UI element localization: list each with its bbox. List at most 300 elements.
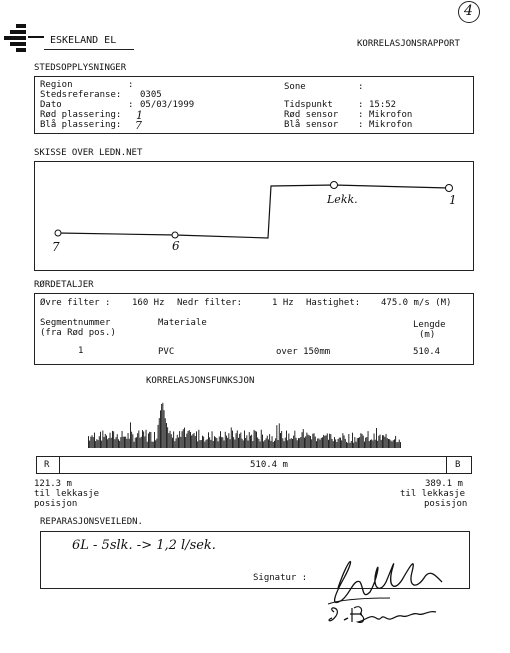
waveform-spike <box>314 433 315 448</box>
waveform-spike <box>378 436 379 448</box>
waveform-spike <box>296 438 297 448</box>
waveform-spike <box>348 434 349 448</box>
waveform-spike <box>219 437 220 449</box>
waveform-spike <box>230 439 231 448</box>
waveform-spike <box>239 434 240 448</box>
waveform-spike <box>90 437 91 448</box>
waveform-spike <box>300 437 301 448</box>
waveform-spike <box>334 437 335 448</box>
blue-sensor-colon: : <box>358 120 364 130</box>
waveform-spike <box>364 442 365 448</box>
waveform-spike <box>327 433 328 448</box>
waveform-spike <box>152 442 153 448</box>
waveform-spike <box>231 428 232 449</box>
waveform-spike <box>369 441 370 448</box>
waveform-spike <box>95 441 96 448</box>
waveform-spike <box>166 423 167 448</box>
waveform-spike <box>365 438 366 448</box>
waveform-spike <box>147 442 148 448</box>
waveform-spike <box>123 437 124 448</box>
red-sensor-label: Rød sensor <box>284 110 339 120</box>
waveform-spike <box>132 434 133 448</box>
date-value: 05/03/1999 <box>140 100 195 110</box>
waveform-spike <box>214 436 215 448</box>
waveform-spike <box>196 431 197 448</box>
node-6 <box>172 232 178 238</box>
waveform-spike <box>203 437 204 448</box>
waveform-spike <box>208 432 209 448</box>
zone-colon: : <box>358 82 364 92</box>
red-sensor-colon: : <box>358 110 364 120</box>
node-1 <box>446 185 453 192</box>
correlation-waveform <box>88 396 408 456</box>
waveform-spike <box>266 438 267 448</box>
red-sensor-value: Mikrofon <box>369 110 413 120</box>
sketch-title: SKISSE OVER LEDN.NET <box>34 148 143 158</box>
waveform-spike <box>167 427 168 448</box>
waveform-spike <box>112 431 113 448</box>
waveform-spike <box>101 441 102 448</box>
waveform-spike <box>260 441 261 448</box>
speed-value: 475.0 m/s (M) <box>381 298 452 308</box>
waveform-spike <box>92 435 93 448</box>
waveform-spike <box>131 432 132 448</box>
waveform-spike <box>177 435 178 448</box>
row-length: 510.4 <box>413 347 441 357</box>
waveform-spike <box>329 434 330 448</box>
right-caption-2: posisjon <box>424 499 468 509</box>
waveform-spike <box>358 438 359 448</box>
waveform-spike <box>368 431 369 448</box>
waveform-spike <box>120 437 121 448</box>
waveform-spike <box>317 439 318 448</box>
waveform-spike <box>388 439 389 448</box>
waveform-spike <box>220 431 221 448</box>
waveform-spike <box>137 433 138 448</box>
waveform-spike <box>226 436 227 448</box>
waveform-spike <box>98 440 99 448</box>
waveform-spike <box>236 433 237 448</box>
waveform-spike <box>116 437 117 448</box>
waveform-spike <box>160 410 161 448</box>
waveform-spike <box>377 441 378 448</box>
waveform-spike <box>218 441 219 448</box>
waveform-spike <box>164 410 165 448</box>
waveform-spike <box>144 436 145 448</box>
waveform-spike <box>227 438 228 448</box>
waveform-spike <box>370 440 371 448</box>
waveform-spike <box>213 441 214 448</box>
waveform-spike <box>303 429 304 448</box>
waveform-spike <box>392 441 393 448</box>
waveform-spike <box>202 436 203 448</box>
waveform-spike <box>357 438 358 448</box>
right-distance: 389.1 m <box>425 479 463 489</box>
waveform-spike <box>240 433 241 449</box>
waveform-spike <box>129 439 130 448</box>
waveform-spike <box>362 434 363 448</box>
waveform-spike <box>154 432 155 448</box>
page-number: 4 <box>464 3 473 19</box>
waveform-spike <box>281 431 282 448</box>
waveform-spike <box>374 434 375 449</box>
waveform-spike <box>274 441 275 448</box>
waveform-spike <box>340 438 341 448</box>
waveform-spike <box>375 440 376 448</box>
waveform-spike <box>93 437 94 448</box>
report-title: KORRELASJONSRAPPORT <box>357 39 460 49</box>
time-colon: : <box>358 100 364 110</box>
pipe-details-title: RØRDETALJER <box>34 280 94 290</box>
waveform-spike <box>383 435 384 448</box>
waveform-spike <box>256 432 257 448</box>
time-label: Tidspunkt <box>284 100 333 110</box>
waveform-spike <box>285 438 286 448</box>
region-colon: : <box>128 80 134 90</box>
waveform-spike <box>237 430 238 448</box>
waveform-spike <box>89 441 90 448</box>
waveform-spike <box>336 442 337 448</box>
waveform-spike <box>293 436 294 448</box>
waveform-spike <box>384 437 385 448</box>
waveform-spike <box>398 442 399 448</box>
left-caption-2: posisjon <box>34 499 78 509</box>
waveform-spike <box>338 439 339 448</box>
waveform-spike <box>288 434 289 449</box>
waveform-spike <box>99 436 100 448</box>
waveform-spike <box>244 431 245 449</box>
waveform-spike <box>128 433 129 448</box>
waveform-spike <box>159 418 160 448</box>
waveform-spike <box>88 436 89 448</box>
waveform-spike <box>118 439 119 448</box>
waveform-spike <box>360 433 361 448</box>
waveform-spike <box>356 442 357 448</box>
red-marker: R <box>44 460 50 470</box>
waveform-spike <box>117 434 118 448</box>
waveform-spike <box>238 438 239 448</box>
waveform-spike <box>198 430 199 448</box>
waveform-spike <box>252 441 253 448</box>
waveform-spike <box>353 443 354 448</box>
col-segment-sub: (fra Rød pos.) <box>40 328 116 338</box>
lower-filter-label: Nedr filter: <box>177 298 243 308</box>
waveform-spike <box>108 438 109 448</box>
waveform-spike <box>389 439 390 448</box>
waveform-spike <box>130 422 131 448</box>
waveform-spike <box>232 431 233 448</box>
waveform-spike <box>162 403 163 448</box>
waveform-spike <box>400 442 401 448</box>
date-label: Dato <box>40 100 62 110</box>
waveform-spike <box>272 436 273 448</box>
waveform-spike <box>174 441 175 448</box>
waveform-spike <box>345 439 346 448</box>
waveform-spike <box>287 440 288 448</box>
waveform-spike <box>304 438 305 448</box>
waveform-spike <box>228 433 229 448</box>
waveform-spike <box>261 430 262 448</box>
waveform-spike <box>255 431 256 448</box>
waveform-spike <box>351 441 352 448</box>
date-colon: : <box>128 100 134 110</box>
waveform-spike <box>155 440 156 448</box>
waveform-spike <box>135 438 136 448</box>
waveform-spike <box>320 440 321 448</box>
waveform-spike <box>221 437 222 448</box>
waveform-spike <box>173 431 174 448</box>
waveform-spike <box>176 438 177 448</box>
waveform-spike <box>114 439 115 448</box>
waveform-spike <box>333 441 334 448</box>
waveform-spike <box>150 432 151 448</box>
blue-placement-label: Blå plassering: <box>40 120 122 130</box>
waveform-spike <box>148 434 149 449</box>
waveform-spike <box>324 436 325 448</box>
waveform-spike <box>339 438 340 448</box>
correlation-title: KORRELASJONSFUNKSJON <box>146 376 255 386</box>
waveform-spike <box>270 441 271 448</box>
waveform-spike <box>189 430 190 448</box>
waveform-spike <box>326 435 327 448</box>
waveform-spike <box>234 440 235 449</box>
waveform-spike <box>359 437 360 448</box>
waveform-spike <box>141 437 142 448</box>
waveform-spike <box>299 438 300 448</box>
waveform-spike <box>233 437 234 448</box>
waveform-spike <box>207 439 208 448</box>
pipe-line <box>58 185 449 238</box>
waveform-spike <box>111 438 112 448</box>
blue-placement-value: 7 <box>135 119 142 132</box>
waveform-spike <box>110 433 111 448</box>
waveform-spike <box>352 433 353 448</box>
waveform-spike <box>318 438 319 448</box>
waveform-spike <box>158 425 159 448</box>
waveform-spike <box>190 432 191 448</box>
region-label: Region <box>40 80 73 90</box>
waveform-spike <box>134 442 135 448</box>
label-node-1: 1 <box>449 193 457 207</box>
waveform-spike <box>387 438 388 448</box>
waveform-spike <box>250 436 251 448</box>
waveform-spike <box>100 432 101 448</box>
waveform-spike <box>248 441 249 449</box>
signature-label: Signatur : <box>253 573 308 583</box>
waveform-spike <box>394 439 395 448</box>
waveform-spike <box>275 438 276 448</box>
waveform-spike <box>222 437 223 448</box>
waveform-spike <box>308 435 309 448</box>
blue-sensor-value: Mikrofon <box>369 120 413 130</box>
waveform-spike <box>216 438 217 448</box>
waveform-spike <box>246 435 247 448</box>
waveform-spike <box>206 440 207 448</box>
waveform-spike <box>263 441 264 448</box>
repair-title: REPARASJONSVEILEDN. <box>40 517 143 527</box>
total-distance: 510.4 m <box>250 460 288 470</box>
waveform-spike <box>284 441 285 448</box>
waveform-spike <box>382 435 383 448</box>
waveform-spike <box>119 441 120 448</box>
waveform-spike <box>328 440 329 448</box>
waveform-spike <box>344 436 345 449</box>
waveform-spike <box>172 438 173 448</box>
waveform-spike <box>201 440 202 448</box>
waveform-spike <box>279 423 280 448</box>
waveform-spike <box>215 437 216 448</box>
waveform-spike <box>286 431 287 448</box>
waveform-spike <box>104 437 105 448</box>
waveform-spike <box>161 404 162 448</box>
waveform-spike <box>210 440 211 448</box>
waveform-spike <box>126 439 127 448</box>
waveform-spike <box>156 439 157 448</box>
waveform-spike <box>390 440 391 448</box>
waveform-spike <box>224 441 225 449</box>
waveform-spike <box>282 438 283 448</box>
waveform-spike <box>341 440 342 448</box>
waveform-spike <box>309 435 310 448</box>
waveform-spike <box>332 439 333 448</box>
time-value: 15:52 <box>369 100 397 110</box>
waveform-spike <box>376 428 377 448</box>
zone-label: Sone <box>284 82 306 92</box>
col-length-unit: (m) <box>419 330 436 340</box>
waveform-spike <box>245 438 246 448</box>
waveform-spike <box>315 437 316 448</box>
handwritten-note: 6L - 5slk. -> 1,2 l/sek. <box>72 538 216 553</box>
waveform-spike <box>268 439 269 448</box>
waveform-spike <box>204 442 205 448</box>
waveform-spike <box>264 440 265 448</box>
waveform-spike <box>257 438 258 449</box>
waveform-spike <box>294 431 295 448</box>
waveform-spike <box>347 443 348 448</box>
waveform-spike <box>171 434 172 448</box>
upper-filter-label: Øvre filter : <box>40 298 111 308</box>
waveform-spike <box>184 428 185 448</box>
waveform-spike <box>124 437 125 448</box>
node-7 <box>55 230 61 236</box>
waveform-spike <box>179 431 180 448</box>
waveform-spike <box>262 435 263 448</box>
site-ref-value: 0305 <box>140 90 162 100</box>
label-leak: Lekk. <box>327 193 358 206</box>
waveform-spike <box>251 435 252 448</box>
waveform-spike <box>322 437 323 448</box>
waveform-spike <box>168 433 169 448</box>
waveform-spike <box>321 438 322 448</box>
waveform-spike <box>197 441 198 448</box>
col-segment: Segmentnummer <box>40 318 111 328</box>
waveform-spike <box>125 437 126 448</box>
waveform-spike <box>291 438 292 448</box>
waveform-spike <box>393 440 394 448</box>
waveform-spike <box>188 431 189 448</box>
waveform-spike <box>386 434 387 448</box>
waveform-spike <box>96 439 97 448</box>
waveform-spike <box>165 418 166 448</box>
waveform-spike <box>312 434 313 448</box>
waveform-spike <box>138 431 139 449</box>
upper-filter-value: 160 Hz <box>132 298 165 308</box>
blue-marker: B <box>455 460 461 470</box>
waveform-spike <box>380 435 381 448</box>
lower-filter-value: 1 Hz <box>272 298 294 308</box>
waveform-spike <box>306 433 307 448</box>
waveform-spike <box>350 443 351 448</box>
waveform-spike <box>396 442 397 448</box>
left-distance: 121.3 m <box>34 479 72 489</box>
waveform-spike <box>102 431 103 449</box>
waveform-spike <box>182 431 183 448</box>
waveform-spike <box>363 436 364 448</box>
waveform-spike <box>305 436 306 448</box>
waveform-spike <box>194 433 195 448</box>
handwritten-signature <box>320 548 460 628</box>
col-length: Lengde <box>413 320 446 330</box>
waveform-spike <box>191 436 192 449</box>
waveform-spike <box>278 440 279 448</box>
waveform-spike <box>381 440 382 448</box>
waveform-spike <box>316 441 317 448</box>
waveform-spike <box>371 439 372 448</box>
waveform-spike <box>113 431 114 448</box>
right-caption-1: til lekkasje <box>400 489 466 499</box>
waveform-spike <box>372 440 373 448</box>
waveform-spike <box>395 436 396 448</box>
speed-label: Hastighet: <box>306 298 361 308</box>
waveform-spike <box>310 436 311 448</box>
waveform-spike <box>273 442 274 448</box>
label-node-6: 6 <box>172 239 180 253</box>
row-segment: 1 <box>78 346 84 356</box>
waveform-spike <box>249 432 250 448</box>
waveform-spike <box>323 435 324 448</box>
waveform-spike <box>242 439 243 448</box>
left-caption-1: til lekkasje <box>34 489 100 499</box>
waveform-spike <box>200 440 201 448</box>
waveform-spike <box>254 430 255 448</box>
waveform-spike <box>225 432 226 448</box>
label-node-7: 7 <box>52 240 60 254</box>
waveform-spike <box>276 425 277 448</box>
node-leak <box>331 182 338 189</box>
waveform-spike <box>146 430 147 448</box>
waveform-spike <box>258 439 259 448</box>
col-material: Materiale <box>158 318 207 328</box>
red-placement-label: Rød plassering: <box>40 110 122 120</box>
waveform-spike <box>354 437 355 448</box>
waveform-spike <box>212 431 213 448</box>
waveform-spike <box>290 439 291 448</box>
waveform-spike <box>298 438 299 448</box>
waveform-spike <box>140 438 141 448</box>
waveform-spike <box>366 437 367 448</box>
waveform-spike <box>186 434 187 448</box>
waveform-spike <box>143 432 144 449</box>
waveform-spike <box>94 433 95 448</box>
waveform-spike <box>346 442 347 448</box>
waveform-spike <box>267 436 268 448</box>
waveform-spike <box>302 432 303 448</box>
waveform-spike <box>192 434 193 448</box>
waveform-spike <box>269 434 270 448</box>
waveform-spike <box>153 442 154 448</box>
waveform-spike <box>195 436 196 448</box>
row-diameter: over 150mm <box>276 347 331 357</box>
